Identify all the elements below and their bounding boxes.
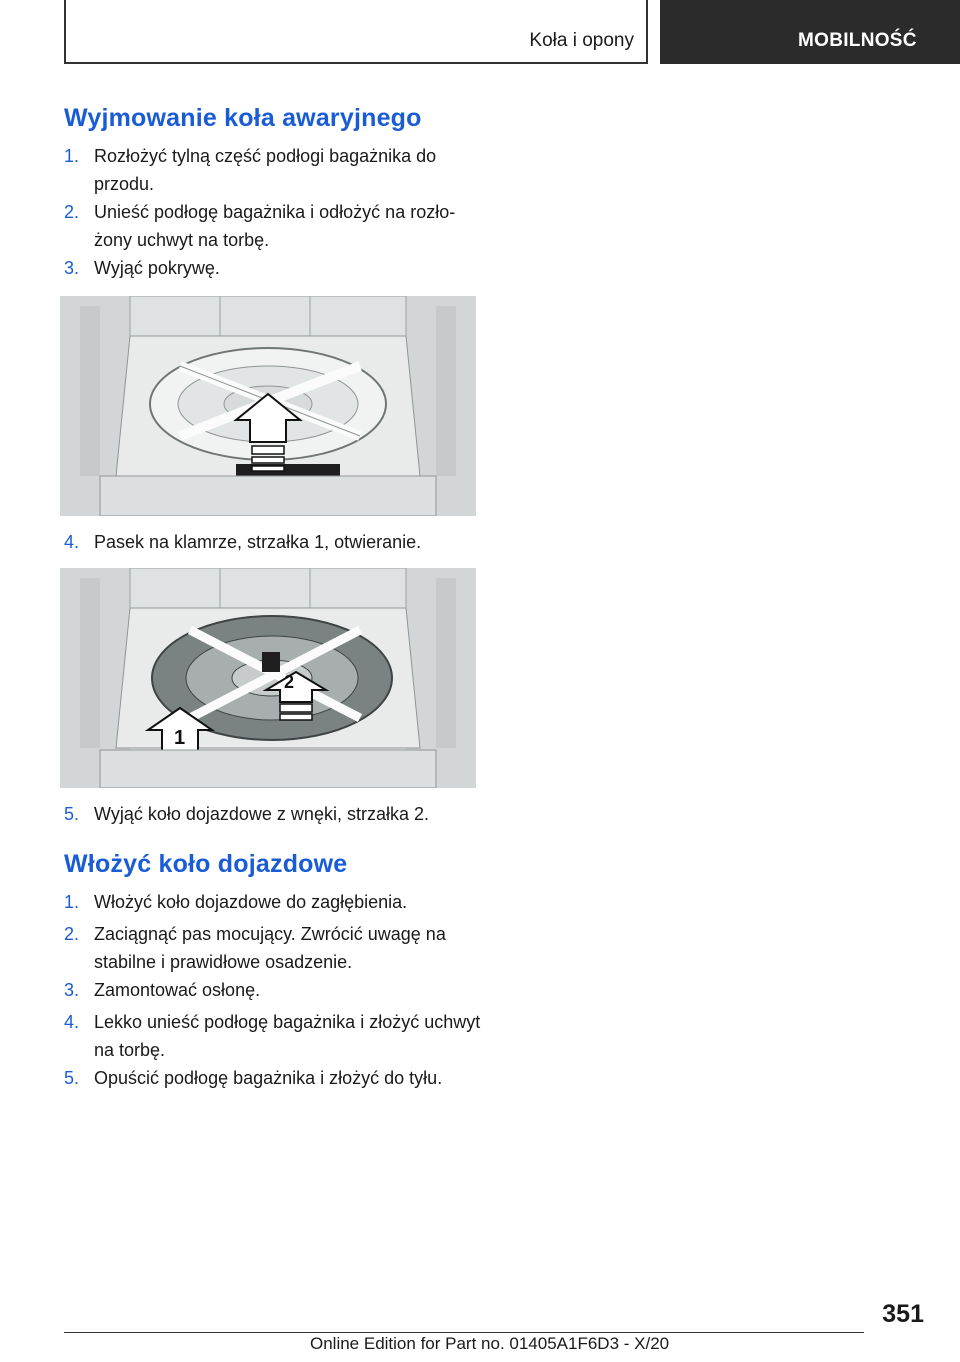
step-text: Lekko unieść podłogę bagażnika i złożyć uchwyt na torbę. [94,1012,481,1060]
footer-edition: Online Edition for Part no. 01405A1F6D3 - X/20 [310,1334,670,1353]
step-item [64,142,484,198]
section-title-insert-spare: Włożyć koło dojazdowe [64,850,348,878]
step-number: 3. [64,258,80,278]
header-chapter-box [660,0,960,64]
arrow-2-label: 2 [284,672,295,692]
page-number: 351 [882,1300,924,1328]
step-item [64,254,484,282]
step-item [64,976,484,1004]
step-item [64,528,484,556]
step-number: 2. [64,924,80,944]
step-item [64,1008,484,1064]
step-number: 2. [64,202,80,222]
section-title-remove-spare: Wyjmowanie koła awaryjnego [64,104,422,132]
step-text: Opuścić podłogę bagażnika i złożyć do tyłu. [94,1068,443,1088]
figure-trunk-cover [60,296,476,516]
step-item [64,888,484,916]
step-text: Zaciągnąć pas mocujący. Zwrócić uwagę na stabilne i prawidłowe osadzenie. [94,924,446,972]
step-item [64,920,484,976]
step-text: Zamontować osłonę. [94,980,261,1000]
step-text: Wyjąć pokrywę. [94,258,220,278]
step-number: 5. [64,804,80,824]
spare-wheel-illustration [60,568,476,788]
step-text: Pasek na klamrze, strzałka 1, otwieranie. [94,532,422,552]
arrow-1-label: 1 [174,727,186,749]
step-item [64,800,484,828]
header-section-title: Koła i opony [529,30,634,51]
step-number: 4. [64,1012,80,1032]
step-number: 1. [64,892,80,912]
footer-divider [64,1332,864,1333]
step-text: Unieść podłogę bagażnika i odłożyć na rozłożony uchwyt na torbę. [94,202,456,250]
step-number: 1. [64,146,80,166]
step-text: Rozłożyć tylną część podłogi bagażnika do przodu. [94,146,437,194]
step-number: 3. [64,980,80,1000]
header-chapter-title: MOBILNOŚĆ [798,30,917,51]
step-number: 4. [64,532,80,552]
step-item [64,1064,484,1092]
step-item [64,198,484,254]
step-text: Wyjąć koło dojazdowe z wnęki, strzałka 2. [94,804,429,824]
step-number: 5. [64,1068,80,1088]
header-section-box [64,0,648,64]
figure-spare-wheel [60,568,476,788]
trunk-cover-illustration [60,296,476,516]
step-text: Włożyć koło dojazdowe do zagłębienia. [94,892,408,912]
